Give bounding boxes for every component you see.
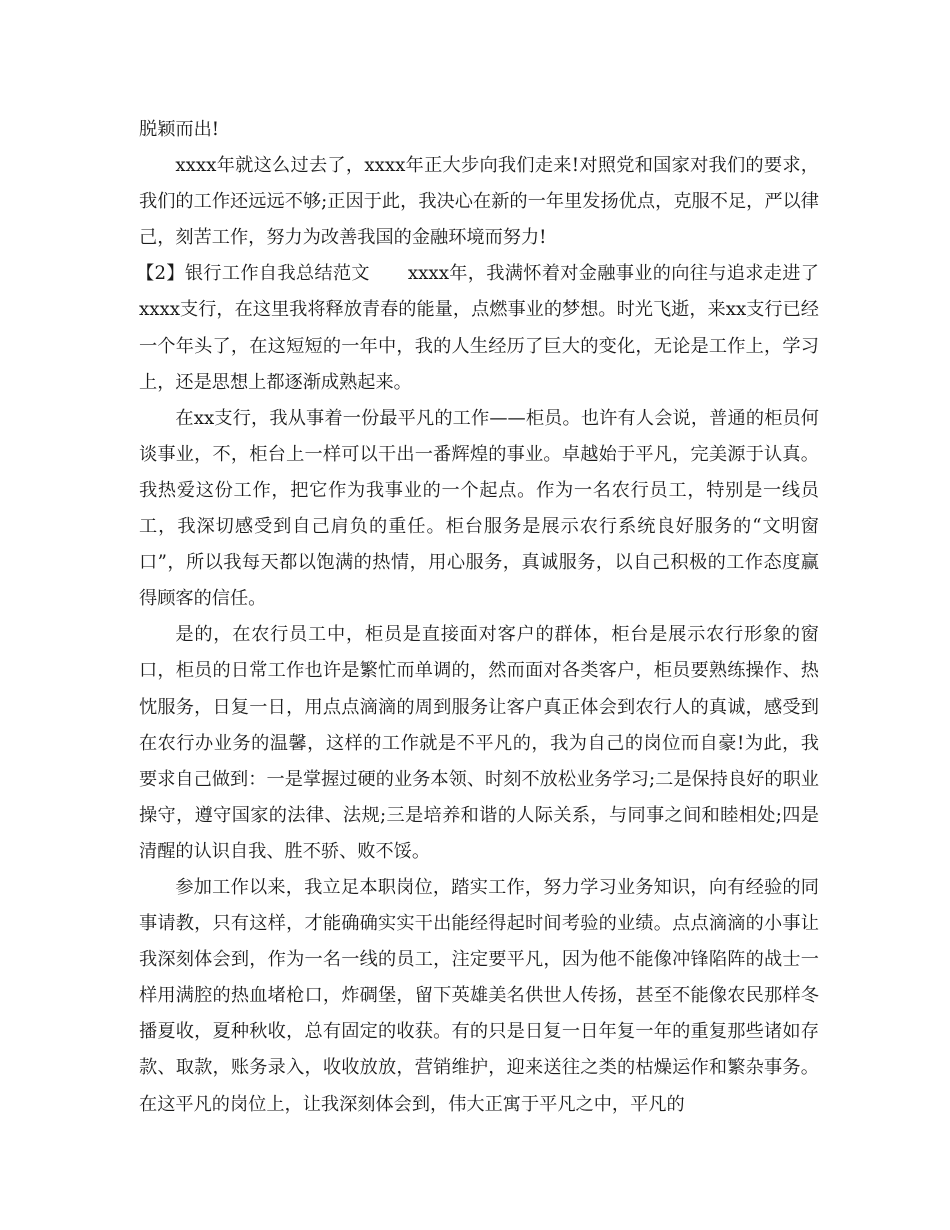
paragraph-teller-job: 在xx支行，我从事着一份最平凡的工作——柜员。也许有人会说，普通的柜员何谈事业，不，柜台上一样可以干出一番辉煌的事业。卓越始于平凡，完美源于认真。我热爱这份工作，把它作为我事业的一个起点。作为一名农行员工，特别是一线员工，我深切感受到自己肩负的重任。柜台服务是展示农行系统良好服务的“文明窗口”，所以我每天都以饱满的热情，用心服务，真诚服务，以自己积极的工作态度赢得顾客的信任。 (139, 407, 819, 610)
section-heading: 【2】银行工作自我总结范文 (136, 263, 370, 285)
paragraph-new-year: xxxx年就这么过去了，xxxx年正大步向我们走来!对照党和国家对我们的要求，我们的工作还远远不够;正因于此，我决心在新的一年里发扬优点，克服不足，严以律己，刻苦工作，努力为改善我国的金融环境而努力! (139, 155, 819, 249)
section-2 (136, 256, 819, 400)
paragraph-work-experience: 参加工作以来，我立足本职岗位，踏实工作，努力学习业务知识，向有经验的同事请教，只有这样，才能确确实实干出能经得起时间考验的业绩。点点滴滴的小事让我深刻体会到，作为一名一线的员工，注定要平凡，因为他不能像冲锋陷阵的战士一样用满腔的热血堵枪口，炸碉堡，留下英雄美名供世人传扬，甚至不能像农民那样冬播夏收，夏种秋收，总有固定的收获。有的只是日复一日年复一年的重复那些诸如存款、取款，账务录入，收收放放，营销维护，迎来送往之类的枯燥运作和繁杂事务。在这平凡的岗位上，让我深刻体会到，伟大正寓于平凡之中，平凡的 (139, 876, 819, 1115)
paragraph-teller-role: 是的，在农行员工中，柜员是直接面对客户的群体，柜台是展示农行形象的窗口，柜员的日常工作也许是繁忙而单调的，然而面对各类客户，柜员要熟练操作、热忱服务，日复一日，用点点滴滴的周到服务让客户真正体会到农行人的真诚，感受到在农行办业务的温馨，这样的工作就是不平凡的，我为自己的岗位而自豪!为此，我要求自己做到：一是掌握过硬的业务本领、时刻不放松业务学习;二是保持良好的职业操守，遵守国家的法律、法规;三是培养和谐的人际关系，与同事之间和睦相处;四是清醒的认识自我、胜不骄、败不馁。 (139, 624, 819, 862)
document-body (136, 112, 819, 1123)
section-intro: xxxx年，我满怀着对金融事业的向往与追求走进了xxxx支行，在这里我将释放青春的能量，点燃事业的梦想。时光飞逝，来xx支行已经一个年头了，在这短短的一年中，我的人生经历了巨大的变化，无论是工作上，学习上，还是思想上都逐渐成熟起来。 (139, 263, 819, 393)
paragraph-continuation: 脱颖而出! (139, 119, 220, 140)
